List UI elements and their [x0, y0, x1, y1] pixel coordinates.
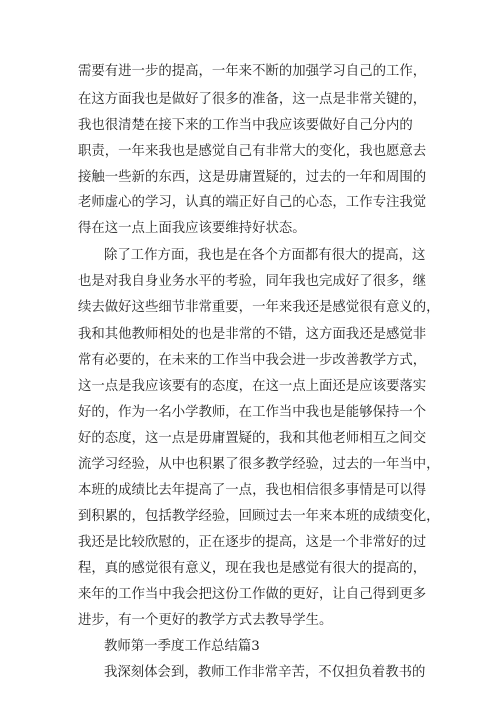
- body-text-line: 本班的成绩比去年提高了一点，我也相信很多事情是可以得: [78, 483, 427, 498]
- body-text-line: 流学习经验，从中也积累了很多教学经验，过去的一年当中，: [78, 457, 440, 472]
- body-text-line: 老师虚心的学习，认真的端正好自己的心态，工作专注我觉: [78, 195, 427, 210]
- section-heading: 教师第一季度工作总结篇3: [104, 639, 260, 654]
- body-text-line: 职责，一年来我也是感觉自己有非常大的变化，我也愿意去: [78, 144, 427, 159]
- body-text-line: 常有必要的，在未来的工作当中我会进一步改善教学方式，: [78, 353, 427, 368]
- paragraph-first-line: 我深刻体会到，教师工作非常辛苦，不仅担负着教书的: [104, 665, 426, 680]
- body-text-line: 到积累的，包括教学经验，回顾过去一年来本班的成绩变化，: [78, 509, 440, 524]
- body-text-line: 得在这一点上面我应该要维持好状态。: [78, 221, 306, 236]
- body-text-line: 接触一些新的东西，这是毋庸置疑的，过去的一年和周围的: [78, 170, 427, 185]
- body-text-line: 好的态度，这一点是毋庸置疑的，我和其他老师相互之间交: [78, 431, 427, 446]
- body-text-line: 需要有进一步的提高，一年来不断的加强学习自己的工作，: [78, 64, 427, 79]
- body-text-line: 续去做好这些细节非常重要，一年来我还是感觉很有意义的，: [78, 300, 440, 315]
- body-text-line: 这一点是我应该要有的态度，在这一点上面还是应该要落实: [78, 379, 427, 394]
- body-text-line: 也是对我自身业务水平的考验，同年我也完成好了很多，继: [78, 274, 427, 289]
- body-text-line: 我也很清楚在接下来的工作当中我应该要做好自己分内的: [78, 118, 413, 133]
- body-text-line: 好的，作为一名小学教师，在工作当中我也是能够保持一个: [78, 405, 427, 420]
- body-text-line: 在这方面我也是做好了很多的准备，这一点是非常关键的，: [78, 92, 427, 107]
- body-text-line: 我和其他教师相处的也是非常的不错，这方面我还是感觉非: [78, 327, 427, 342]
- body-text-line: 我还是比较欣慰的，正在逐步的提高，这是一个非常好的过: [78, 535, 427, 550]
- body-text-line: 进步，有一个更好的教学方式去教导学生。: [78, 613, 333, 628]
- body-text-line: 来年的工作当中我会把这份工作做的更好，让自己得到更多: [78, 587, 427, 602]
- paragraph-first-line: 除了工作方面，我也是在各个方面都有很大的提高，这: [104, 248, 426, 263]
- body-text-line: 程，真的感觉很有意义，现在我也是感觉有很大的提高的，: [78, 561, 427, 576]
